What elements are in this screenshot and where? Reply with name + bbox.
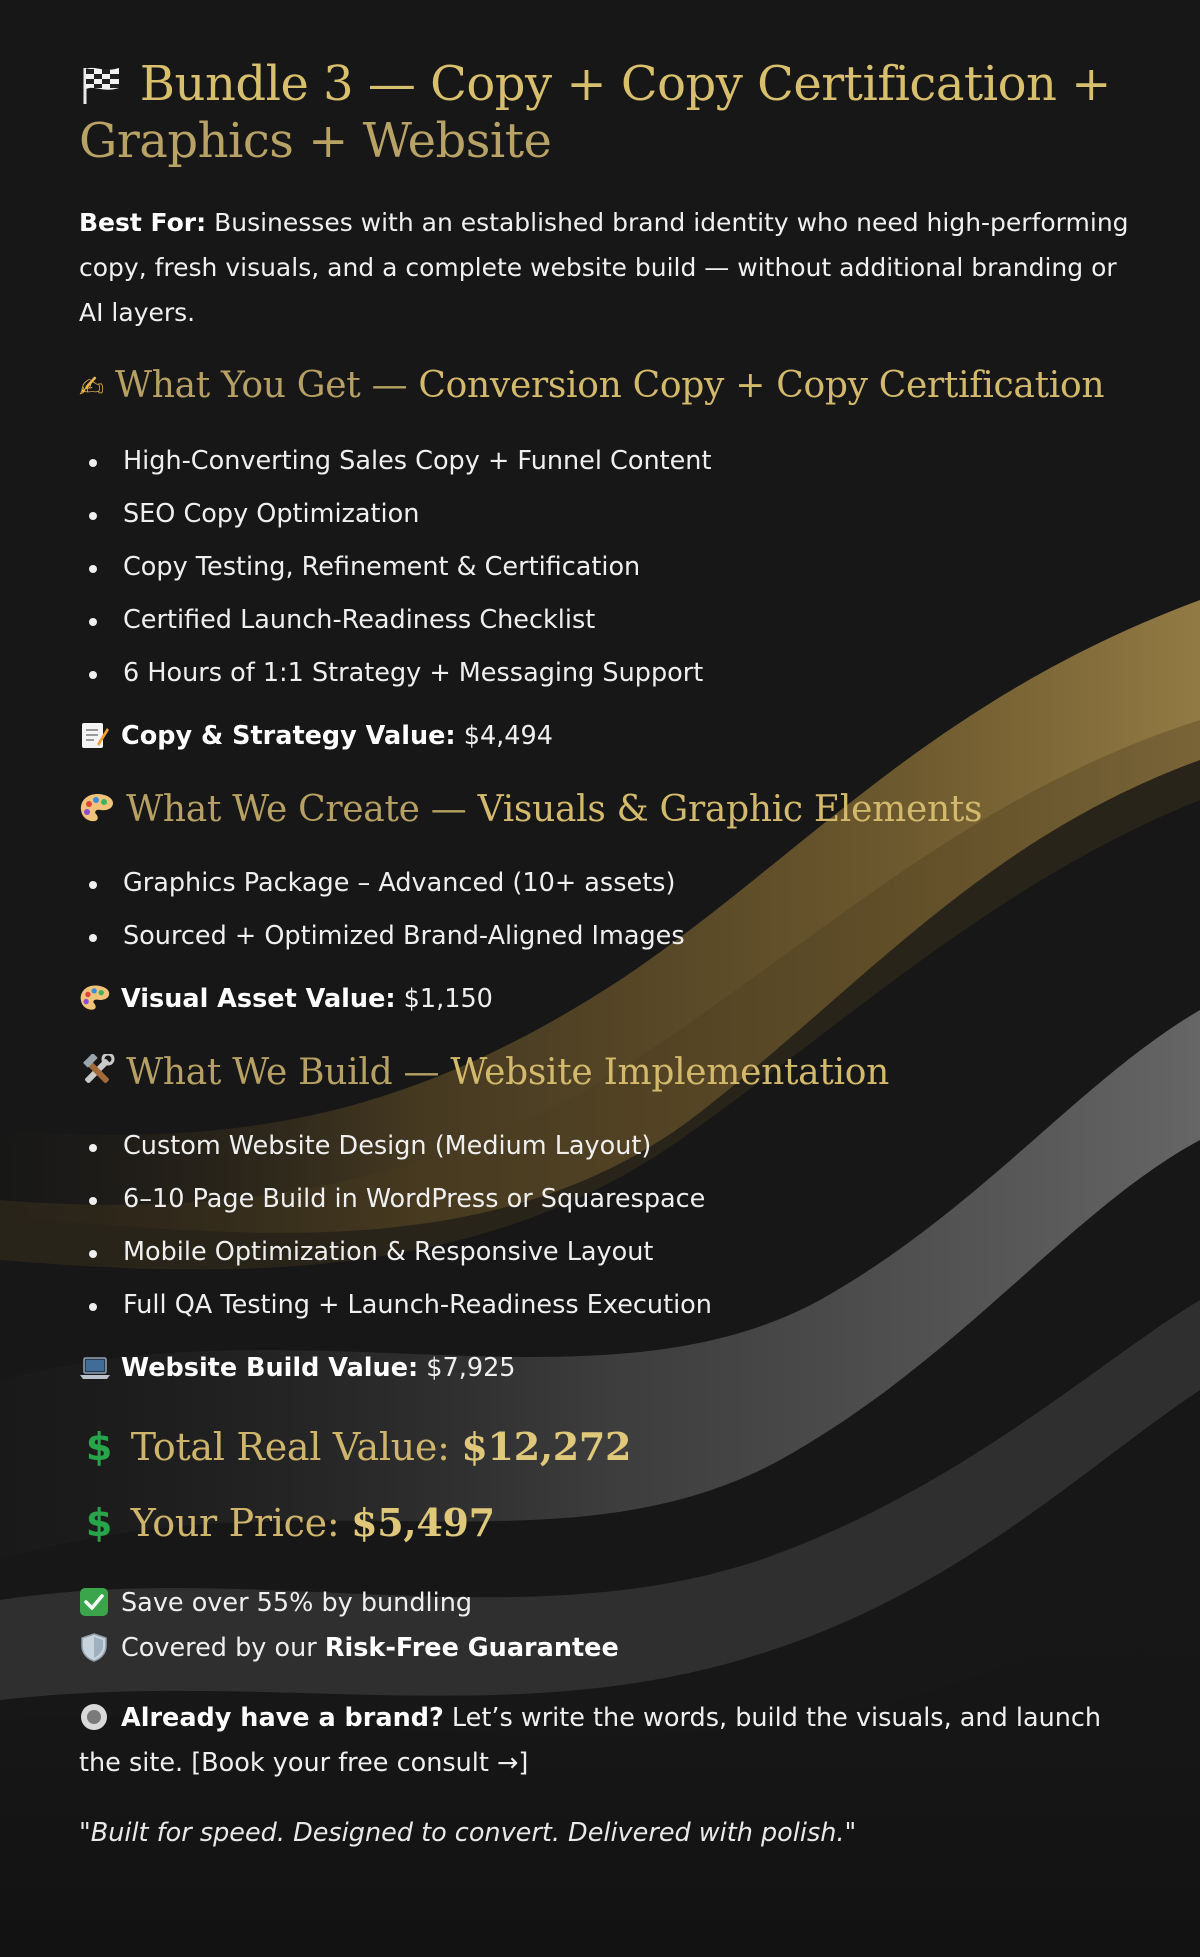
section-title-copy (79, 363, 1139, 411)
section-title-muted: What We Build — (126, 1052, 451, 1093)
section-title-main: Visuals & Graphic Elements (477, 789, 983, 830)
title-line-2: Graphics + Website (79, 113, 552, 169)
list-item: Full QA Testing + Launch-Readiness Execution (79, 1279, 1139, 1332)
total-label: Total Real Value: (130, 1425, 462, 1469)
palette-icon (79, 787, 115, 833)
price-label: Your Price: (130, 1501, 352, 1545)
writing-hand-icon: ✍ (79, 370, 104, 405)
cta-bold: Already have a brand? (121, 1703, 444, 1733)
section-title-muted: What We Create — (126, 789, 478, 830)
section-title-website (79, 1050, 1139, 1096)
list-item: Certified Launch-Readiness Checklist (79, 594, 1139, 647)
palette-icon (79, 983, 113, 1013)
checkered-flag-icon (79, 56, 125, 113)
value-label: Copy & Strategy Value: (121, 721, 456, 751)
list-item: Graphics Package – Advanced (10+ assets) (79, 857, 1139, 910)
dollar-sign-icon: $ (85, 1425, 113, 1469)
best-for-text (79, 200, 1139, 335)
value-label: Website Build Value: (121, 1353, 419, 1383)
value-amount: $7,925 (418, 1353, 516, 1383)
list-item: Mobile Optimization & Responsive Layout (79, 1226, 1139, 1279)
best-for-description: Businesses with an established brand identity who need high-performing copy, fresh visuals, and a complete website build — without additional branding or AI layers. (79, 208, 1129, 327)
title-line-1: Bundle 3 — Copy + Copy Certification + (139, 56, 1111, 112)
tagline-quote: "Built for speed. Designed to convert. Delivered with polish." (79, 1818, 857, 1848)
copy-value-line (79, 714, 1139, 759)
section-title-main: Conversion Copy + Copy Certification (418, 365, 1105, 406)
memo-icon (79, 720, 113, 750)
visual-items-list (79, 857, 1139, 963)
list-item: SEO Copy Optimization (79, 488, 1139, 541)
consult-cta (79, 1696, 1139, 1786)
guarantee-prefix: Covered by our (121, 1633, 325, 1663)
save-text: Save over 55% by bundling (121, 1588, 473, 1618)
total-value-line (79, 1409, 1139, 1485)
price-amount: $5,497 (351, 1500, 495, 1545)
visual-value-line (79, 977, 1139, 1022)
guarantee-note (79, 1626, 1139, 1671)
value-amount: $1,150 (395, 984, 493, 1014)
guarantee-bold: Risk-Free Guarantee (324, 1633, 619, 1663)
check-mark-icon (79, 1587, 113, 1617)
website-value-line (79, 1346, 1139, 1391)
website-items-list (79, 1120, 1139, 1332)
laptop-icon (79, 1352, 113, 1382)
list-item: Sourced + Optimized Brand-Aligned Images (79, 910, 1139, 963)
section-title-visuals (79, 787, 1139, 833)
bundle-notes (79, 1581, 1139, 1671)
list-item: High-Converting Sales Copy + Funnel Content (79, 435, 1139, 488)
value-amount: $4,494 (455, 721, 553, 751)
total-amount: $12,272 (461, 1424, 632, 1469)
save-note (79, 1581, 1139, 1626)
your-price-line (79, 1485, 1139, 1561)
section-title-main: Website Implementation (450, 1052, 889, 1093)
hammer-wrench-icon (79, 1050, 115, 1096)
list-item: Custom Website Design (Medium Layout) (79, 1120, 1139, 1173)
best-for-label: Best For: (79, 208, 207, 237)
book-consult-link[interactable]: [Book your free consult →] (191, 1748, 529, 1778)
copy-items-list (79, 435, 1139, 700)
list-item: Copy Testing, Refinement & Certification (79, 541, 1139, 594)
bundle-card (79, 56, 1139, 1856)
section-title-muted: What You Get — (115, 365, 419, 406)
shield-icon (79, 1632, 113, 1662)
list-item: 6 Hours of 1:1 Strategy + Messaging Support (79, 647, 1139, 700)
cta-text: Let’s write the words, build the visuals, and launch the site. (79, 1703, 1102, 1778)
radio-button-icon (79, 1702, 113, 1732)
list-item: 6–10 Page Build in WordPress or Squarespace (79, 1173, 1139, 1226)
value-label: Visual Asset Value: (121, 984, 396, 1014)
bundle-title (79, 56, 1139, 170)
dollar-sign-icon: $ (85, 1501, 113, 1545)
